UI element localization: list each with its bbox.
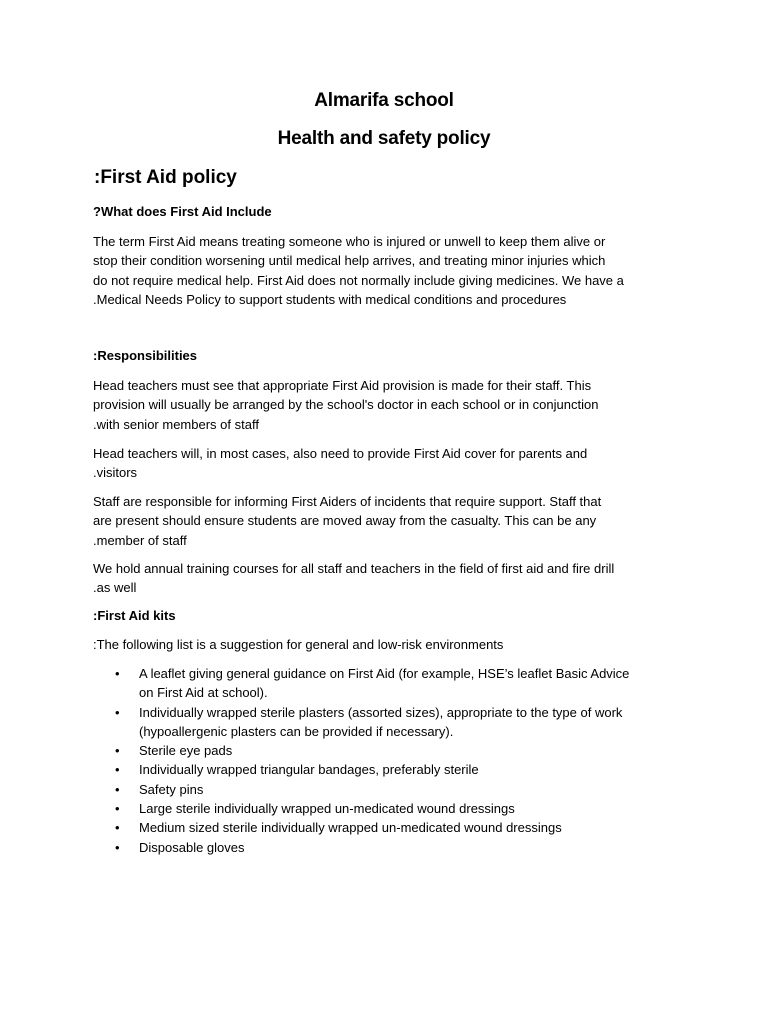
responsibilities-heading: :Responsibilities xyxy=(93,348,198,363)
text-line: are present should ensure students are moved away from the casualty. This can be any xyxy=(93,513,597,529)
text-line: .member of staff xyxy=(93,532,187,548)
bullet-icon: • xyxy=(115,781,120,797)
bullet-icon: • xyxy=(115,743,120,759)
list-item-text: Large sterile individually wrapped un-medicated wound dressings xyxy=(139,801,515,817)
paragraph-staff-responsibility xyxy=(93,492,683,550)
policy-title: Health and safety policy xyxy=(277,128,491,149)
bullet-icon: • xyxy=(115,666,120,681)
list-item-text: Sterile eye pads xyxy=(139,743,233,759)
text-line: Staff are responsible for informing First Aiders of incidents that require support. Staff that xyxy=(93,494,602,509)
text-line: :The following list is a suggestion for general and low-risk environments xyxy=(93,637,504,652)
paragraph-head-teachers-cover xyxy=(93,444,683,483)
text-line: The term First Aid means treating someone who is injured or unwell to keep them alive or xyxy=(93,234,606,249)
bullet-icon: • xyxy=(115,762,120,778)
list-item-text: A leaflet giving general guidance on First Aid (for example, HSE’s leaflet Basic Advice xyxy=(139,666,630,681)
section-title: :First Aid policy xyxy=(94,167,237,188)
list-item-text: (hypoallergenic plasters can be provided if necessary). xyxy=(139,723,454,739)
text-line: .visitors xyxy=(93,465,138,481)
bullet-icon: • xyxy=(115,820,120,836)
list-item-text: Medium sized sterile individually wrapped un-medicated wound dressings xyxy=(139,820,562,836)
list-item xyxy=(115,818,695,837)
list-item-text: Safety pins xyxy=(139,781,204,797)
text-line: .with senior members of staff xyxy=(93,416,259,432)
text-line: .Medical Needs Policy to support students with medical conditions and procedures xyxy=(93,291,567,307)
bullet-icon: • xyxy=(115,704,120,720)
list-item xyxy=(115,741,695,760)
list-item xyxy=(115,799,695,818)
paragraph-first-aid-definition xyxy=(93,232,683,309)
text-line: provision will usually be arranged by the school's doctor in each school or in conjunction xyxy=(93,397,599,413)
bullet-icon: • xyxy=(115,801,120,817)
first-aid-kits-list xyxy=(115,664,695,857)
list-item-text: Individually wrapped sterile plasters (assorted sizes), appropriate to the type of work xyxy=(139,704,623,720)
list-item xyxy=(115,838,695,857)
text-line: .as well xyxy=(93,580,137,596)
text-line: do not require medical help. First Aid does not normally include giving medicines. We have a xyxy=(93,272,624,288)
first-aid-kits-heading: :First Aid kits xyxy=(93,608,176,623)
list-item xyxy=(115,760,695,779)
text-line: We hold annual training courses for all staff and teachers in the field of first aid and fire drill xyxy=(93,561,615,576)
paragraph-training xyxy=(93,559,683,598)
question-heading: ?What does First Aid Include xyxy=(93,204,272,219)
list-item xyxy=(115,703,695,742)
list-item xyxy=(115,780,695,799)
kits-intro xyxy=(93,635,683,654)
list-item xyxy=(115,664,695,703)
text-line: stop their condition worsening until medical help arrives, and treating minor injuries which xyxy=(93,253,606,269)
text-line: Head teachers will, in most cases, also need to provide First Aid cover for parents and xyxy=(93,446,588,461)
school-name: Almarifa school xyxy=(314,90,454,111)
list-item-text: Disposable gloves xyxy=(139,839,245,855)
list-item-text: on First Aid at school). xyxy=(139,685,268,701)
paragraph-head-teachers-provision xyxy=(93,376,683,434)
bullet-icon: • xyxy=(115,839,120,855)
list-item-text: Individually wrapped triangular bandages, preferably sterile xyxy=(139,762,479,778)
text-line: Head teachers must see that appropriate First Aid provision is made for their staff. This xyxy=(93,378,592,393)
